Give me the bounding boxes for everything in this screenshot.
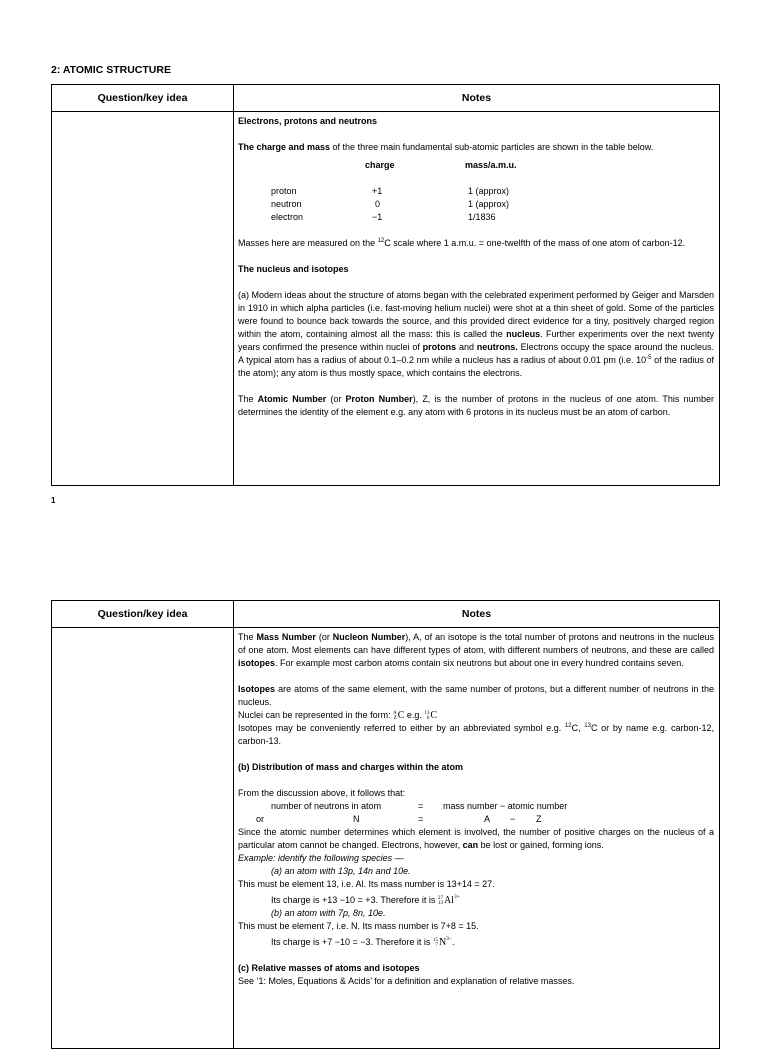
- example-prompt: Example: identify the following species —: [238, 853, 404, 863]
- section-heading: Electrons, protons and neutrons: [238, 116, 378, 126]
- notes-column-header: Notes: [234, 85, 720, 112]
- nuclide-notation: 13 6 C: [424, 710, 438, 721]
- particle-name: electron: [271, 212, 304, 222]
- paragraph: Isotopes may be conveniently referred to either by an abbreviated symbol e.g. $^{12}$C, $^{13}$C or by name e.g. carbon-12, carbon-13.: [238, 723, 714, 746]
- page-number: 1: [51, 496, 56, 505]
- example-question: (b) an atom with 7p, 8n, 10e.: [271, 908, 386, 918]
- ion-notation: 15 7 $N^{3-}$: [432, 936, 453, 948]
- notes-cell: [234, 628, 720, 1049]
- particle-mass: 1 (approx): [468, 199, 510, 209]
- particle-name: neutron: [271, 199, 302, 209]
- paragraph: From the discussion above, it follows that:: [238, 788, 406, 798]
- paragraph: The Mass Number (or Nucleon Number), A, of an isotope is the total number of protons and neutrons in the nucleus of one atom. Most elements can have different types of atom, with different numbers of neutrons, and these are called isotopes. For example most carbon atoms contain six neutrons but about one in every hundred contains seven.: [238, 632, 714, 668]
- paragraph: Since the atomic number determines which element is involved, the number of positive charges on the nucleus of a particular atom cannot be changed. Electrons, however, can be lost or gained, forming ions.: [238, 827, 714, 850]
- charge-header: charge: [365, 160, 395, 170]
- particle-mass: 1 (approx): [468, 186, 510, 196]
- equation-words: number of neutrons in atom = mass number − atomic number: [271, 801, 568, 811]
- section-heading: The nucleus and isotopes: [238, 264, 349, 274]
- notes-table-2: [51, 600, 720, 1049]
- example-answer: Its charge is +7 −10 = −3. Therefore it is 15 7 $N^{3-}$.: [238, 933, 714, 949]
- particle-mass: 1/1836: [468, 212, 496, 222]
- example-question: (a) an atom with 13p, 14n and 10e.: [271, 866, 411, 876]
- paragraph: The charge and mass of the three main fundamental sub-atomic particles are shown in the table below.: [238, 142, 654, 152]
- paragraph: The Atomic Number (or Proton Number), Z, is the number of protons in the nucleus of one atom. This number determines the identity of the element e.g. any atom with 6 protons in its nucleus must be an atom of carbon.: [238, 394, 714, 417]
- equation-symbols: or N = A − Z: [256, 814, 542, 824]
- particle-charge: +1: [372, 186, 383, 196]
- particle-table: [238, 157, 714, 237]
- paragraph: Isotopes are atoms of the same element, with the same number of protons, but a different number of neutrons in the nucleus.: [238, 684, 714, 707]
- paragraph: (a) Modern ideas about the structure of atoms began with the celebrated experiment performed by Geiger and Marsden in 1910 in which alpha particles (i.e. fast-moving helium nuclei) were shot at a thin sheet of gold. Some of the particles were found to bounce back towards the source, and this provided direct evidence for a tiny, positively charged region within the atom, containing almost all the mass: this is called the nucleus. Further experiments over the next twenty years confirmed the presence within nuclei of protons and neutrons. Electrons occupy the space around the nucleus. A typical atom has a radius of about 0.1–0.2 nm while a nucleus has a radius of about 0.01 pm (i.e. $10^{-5}$ of the radius of the atom); any atom is thus mostly space, which contains the electrons.: [238, 290, 715, 378]
- notes-column-header: Notes: [234, 601, 720, 628]
- notes-table-1: [51, 84, 720, 486]
- notes-cell: [234, 112, 720, 486]
- question-cell: [52, 628, 234, 1049]
- nuclide-notation: A Z C: [393, 710, 405, 721]
- example-answer: This must be element 7, i.e. N. Its mass number is 7+8 = 15.: [238, 921, 479, 931]
- example-answer: This must be element 13, i.e. Al. Its mass number is 13+14 = 27.: [238, 879, 495, 889]
- question-column-header: Question/key idea: [52, 601, 234, 628]
- example-answer: Its charge is +13 −10 = +3. Therefore it is 27 13 $Al^{3+}$: [238, 891, 714, 907]
- particle-charge: 0: [375, 199, 381, 209]
- paragraph: Nuclei can be represented in the form: A Z C e.g. 13 6 C: [238, 710, 438, 721]
- question-cell: [52, 112, 234, 486]
- ion-notation: 27 13 $Al^{3+}$: [437, 894, 460, 906]
- section-heading: (b) Distribution of mass and charges within the atom: [238, 762, 464, 772]
- paragraph: Masses here are measured on the $^{12}$C scale where 1 a.m.u. = one-twelfth of the mass of one atom of carbon-12.: [238, 238, 686, 248]
- particle-name: proton: [271, 186, 297, 196]
- paragraph: See ‘1: Moles, Equations & Acids’ for a definition and explanation of relative masses.: [238, 976, 575, 986]
- particle-charge: −1: [372, 212, 383, 222]
- question-column-header: Question/key idea: [52, 85, 234, 112]
- section-heading: (c) Relative masses of atoms and isotopes: [238, 963, 420, 973]
- page-title: 2: ATOMIC STRUCTURE: [51, 64, 171, 76]
- mass-header: mass/a.m.u.: [465, 160, 517, 170]
